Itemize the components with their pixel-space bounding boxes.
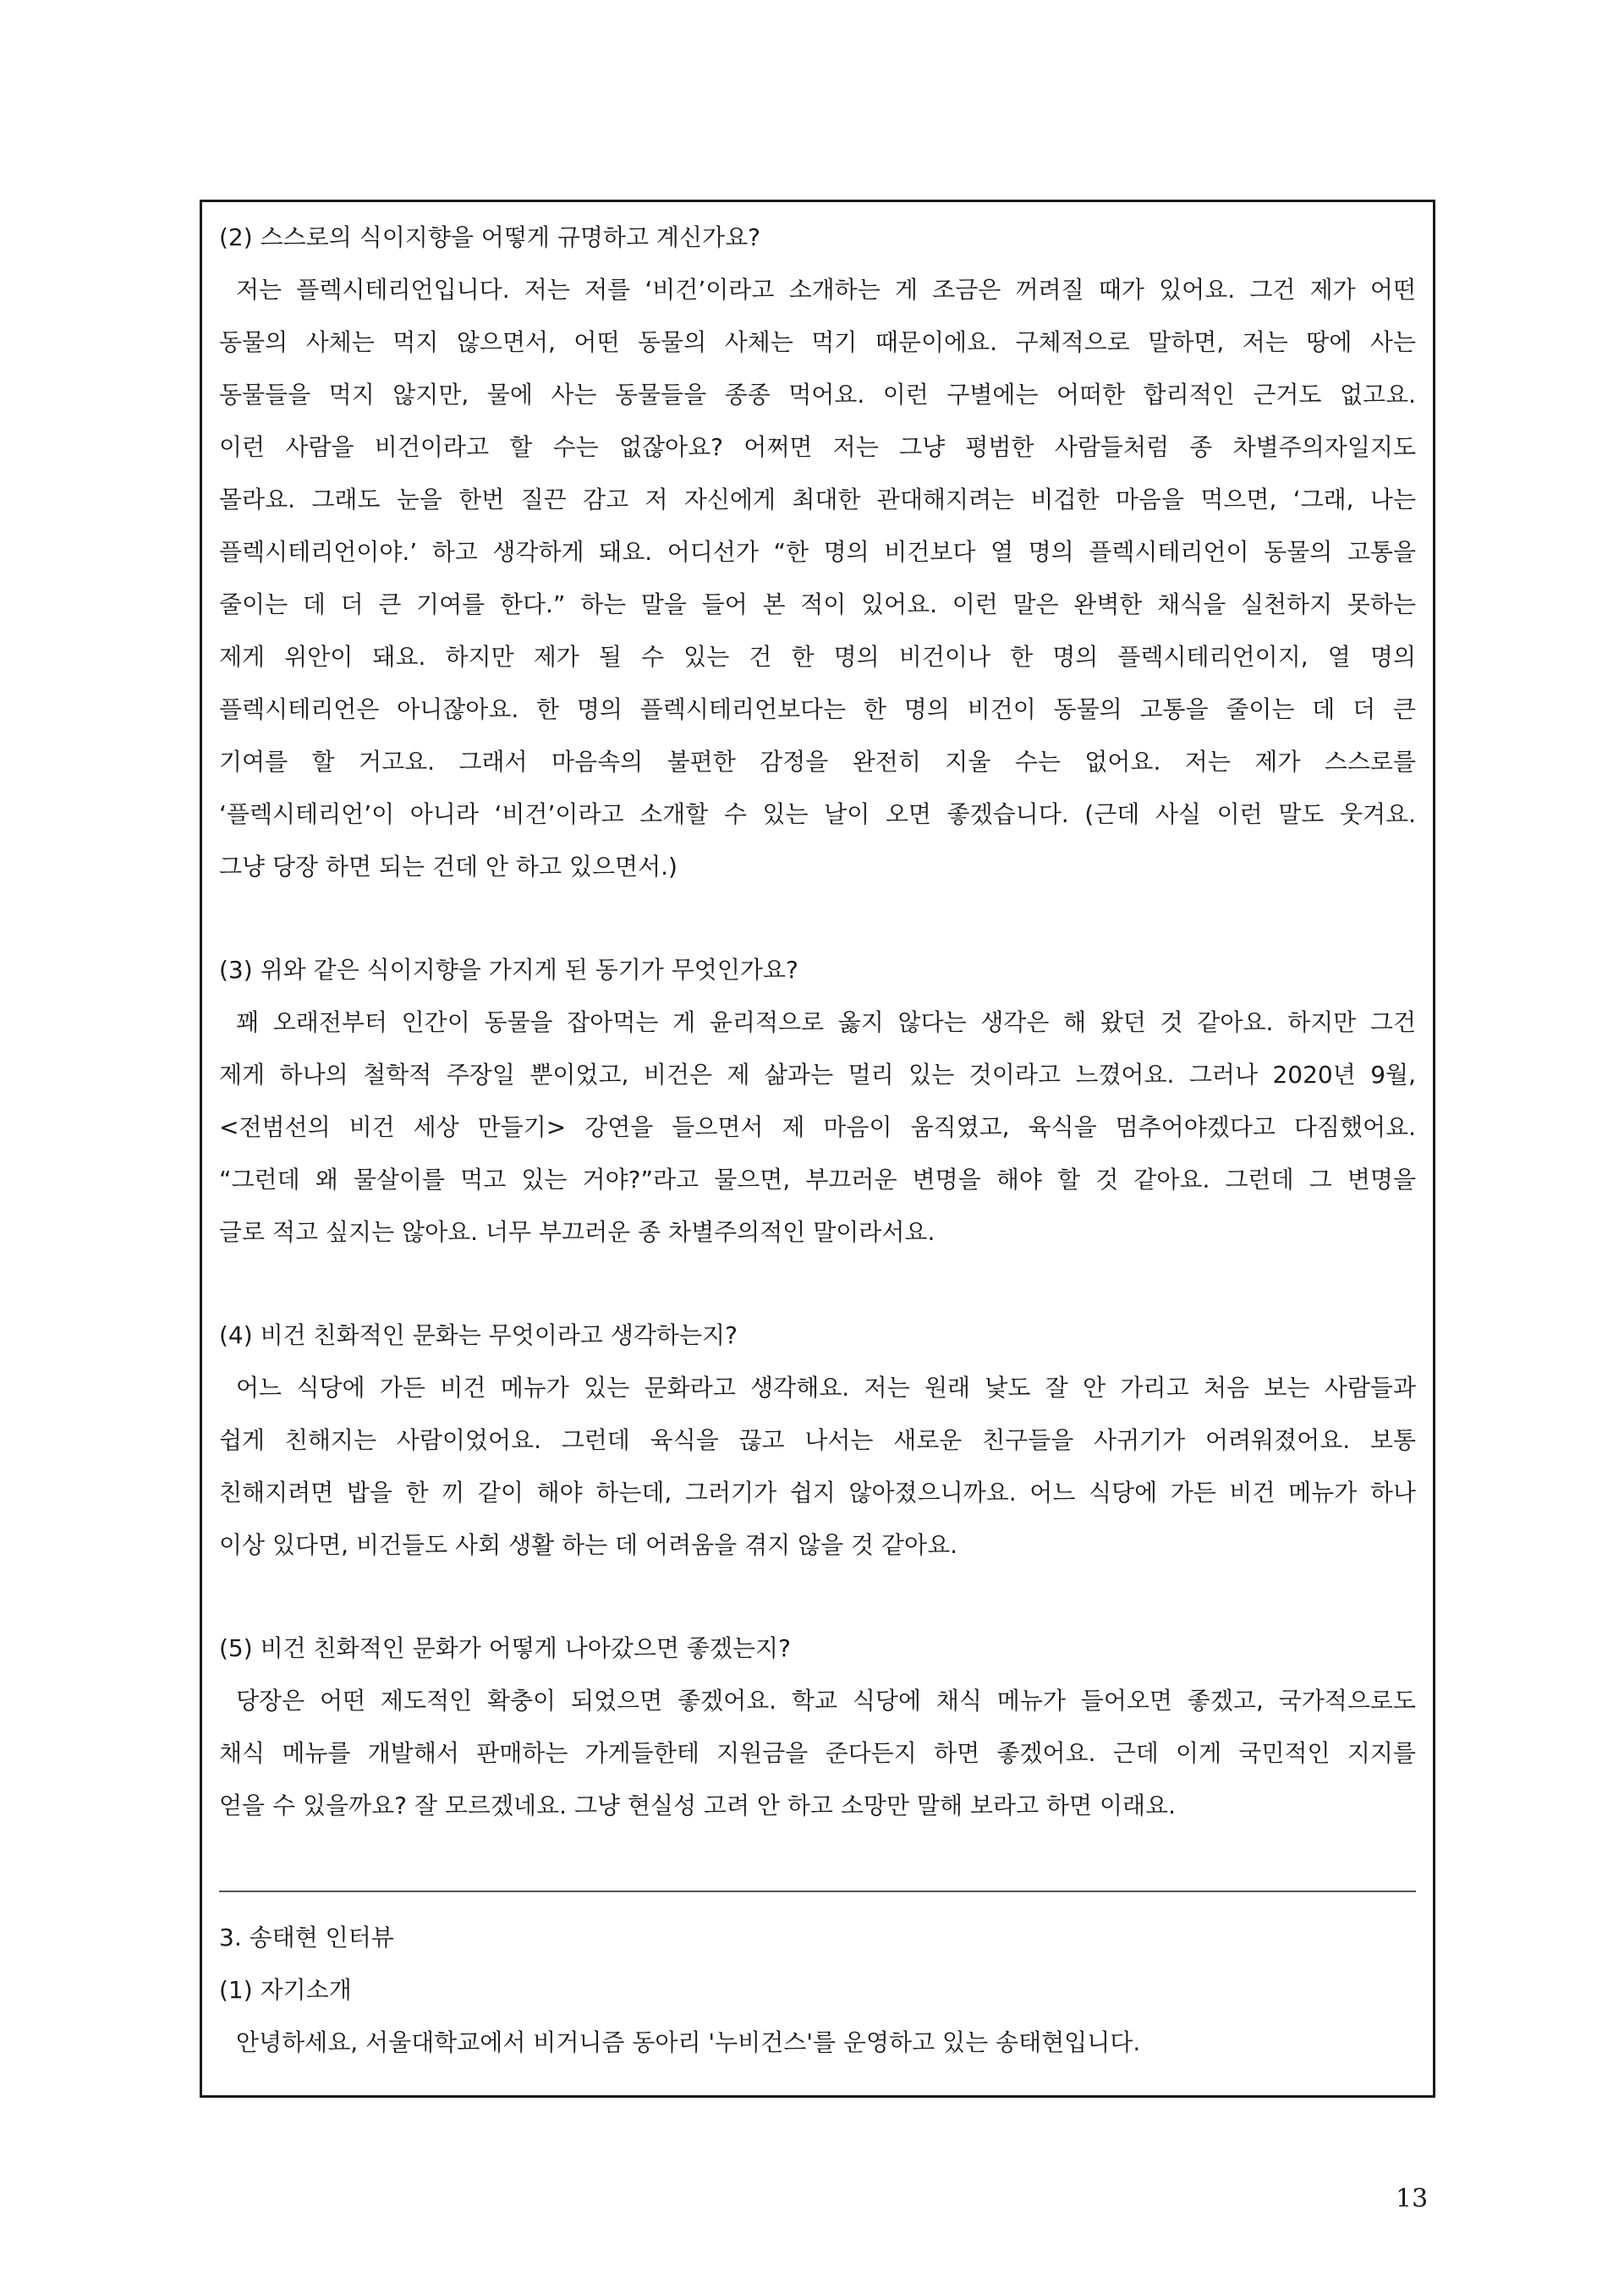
interview-content (219, 202, 1416, 2095)
q2-line: 동물의 사체는 먹지 않으면서, 어떤 동물의 사체는 먹기 때문이에요. 구체적으로 말하면, 저는 땅에 사는 (219, 328, 1416, 356)
q4-line: 어느 식당에 가든 비건 메뉴가 있는 문화라고 생각해요. 저는 원래 낯도 잘 안 가리고 처음 보는 사람들과 (236, 1374, 1416, 1402)
q5-line: 채식 메뉴를 개발해서 판매하는 가게들한테 지원금을 준다든지 하면 좋겠어요. 근데 이게 국민적인 지지를 (219, 1739, 1416, 1767)
q3-line: “그런데 왜 물살이를 먹고 있는 거야?”라고 물으면, 부끄러운 변명을 해야 할 것 같아요. 그런데 그 변명을 (219, 1166, 1416, 1194)
q2-heading: (2) 스스로의 식이지향을 어떻게 규명하고 계신가요? (219, 223, 760, 251)
q2-line: 동물들을 먹지 않지만, 물에 사는 동물들을 종종 먹어요. 이런 구별에는 어떠한 합리적인 근거도 없고요. (219, 381, 1416, 409)
q5-line: 당장은 어떤 제도적인 확충이 되었으면 좋겠어요. 학교 식당에 채식 메뉴가 들어오면 좋겠고, 국가적으로도 (236, 1687, 1416, 1715)
q5-heading: (5) 비건 친화적인 문화가 어떻게 나아갔으면 좋겠는지? (219, 1634, 791, 1662)
q4-line: 이상 있다면, 비건들도 사회 생활 하는 데 어려움을 겪지 않을 것 같아요. (219, 1531, 958, 1559)
q3-line: 꽤 오래전부터 인간이 동물을 잡아먹는 게 윤리적으로 옳지 않다는 생각은 해 왔던 것 같아요. 하지만 그건 (236, 1008, 1416, 1036)
q2-line: 플렉시테리언이야.’ 하고 생각하게 돼요. 어디선가 “한 명의 비건보다 열 명의 플렉시테리언이 동물의 고통을 (219, 538, 1416, 566)
section-divider (219, 1891, 1416, 1892)
q3-heading: (3) 위와 같은 식이지향을 가지게 된 동기가 무엇인가요? (219, 956, 798, 984)
q5-line: 얻을 수 있을까요? 잘 모르겠네요. 그냥 현실성 고려 안 하고 소망만 말해 보라고 하면 이래요. (219, 1792, 1176, 1819)
q2-line: 제게 위안이 돼요. 하지만 제가 될 수 있는 건 한 명의 비건이나 한 명의 플렉시테리언이지, 열 명의 (219, 643, 1416, 671)
q2-line: 그냥 당장 하면 되는 건데 안 하고 있으면서.) (219, 853, 678, 881)
q4-line: 쉽게 친해지는 사람이었어요. 그런데 육식을 끊고 나서는 새로운 친구들을 사귀기가 어려워졌어요. 보통 (219, 1426, 1416, 1454)
page-number: 13 (1396, 2184, 1429, 2214)
section3-q1-heading: (1) 자기소개 (219, 1976, 352, 2004)
q3-line: 글로 적고 싶지는 않아요. 너무 부끄러운 종 차별주의적인 말이라서요. (219, 1218, 935, 1246)
q2-line: 이런 사람을 비건이라고 할 수는 없잖아요? 어쩌면 저는 그냥 평범한 사람들처럼 종 차별주의자일지도 (219, 433, 1416, 461)
interview-frame (200, 200, 1435, 2098)
q2-line: ‘플렉시테리언’이 아니라 ‘비건’이라고 소개할 수 있는 날이 오면 좋겠습니다. (근데 사실 이런 말도 웃겨요. (219, 800, 1416, 828)
q2-line: 플렉시테리언은 아니잖아요. 한 명의 플렉시테리언보다는 한 명의 비건이 동물의 고통을 줄이는 데 더 큰 (219, 695, 1416, 723)
q3-line: <전범선의 비건 세상 만들기> 강연을 들으면서 제 마음이 움직였고, 육식을 멈추어야겠다고 다짐했어요. (219, 1113, 1416, 1141)
q2-line: 기여를 할 거고요. 그래서 마음속의 불편한 감정을 완전히 지울 수는 없어요. 저는 제가 스스로를 (219, 748, 1416, 776)
q4-heading: (4) 비건 친화적인 문화는 무엇이라고 생각하는지? (219, 1321, 738, 1349)
q4-line: 친해지려면 밥을 한 끼 같이 해야 하는데, 그러기가 쉽지 않아졌으니까요. 어느 식당에 가든 비건 메뉴가 하나 (219, 1479, 1416, 1506)
q2-line: 몰라요. 그래도 눈을 한번 질끈 감고 저 자신에게 최대한 관대해지려는 비겁한 마음을 먹으면, ‘그래, 나는 (219, 486, 1416, 513)
section-title: 3. 송태현 인터뷰 (219, 1924, 394, 1951)
q3-line: 제게 하나의 철학적 주장일 뿐이었고, 비건은 제 삶과는 멀리 있는 것이라고 느꼈어요. 그러나 2020년 9월, (219, 1061, 1416, 1089)
q2-line: 줄이는 데 더 큰 기여를 한다.” 하는 말을 들어 본 적이 있어요. 이런 말은 완벽한 채식을 실천하지 못하는 (219, 590, 1416, 618)
section3-q1-line: 안녕하세요, 서울대학교에서 비거니즘 동아리 '누비건스'를 운영하고 있는 송태현입니다. (236, 2028, 1141, 2056)
q2-line: 저는 플렉시테리언입니다. 저는 저를 ‘비건’이라고 소개하는 게 조금은 꺼려질 때가 있어요. 그건 제가 어떤 (236, 276, 1416, 304)
